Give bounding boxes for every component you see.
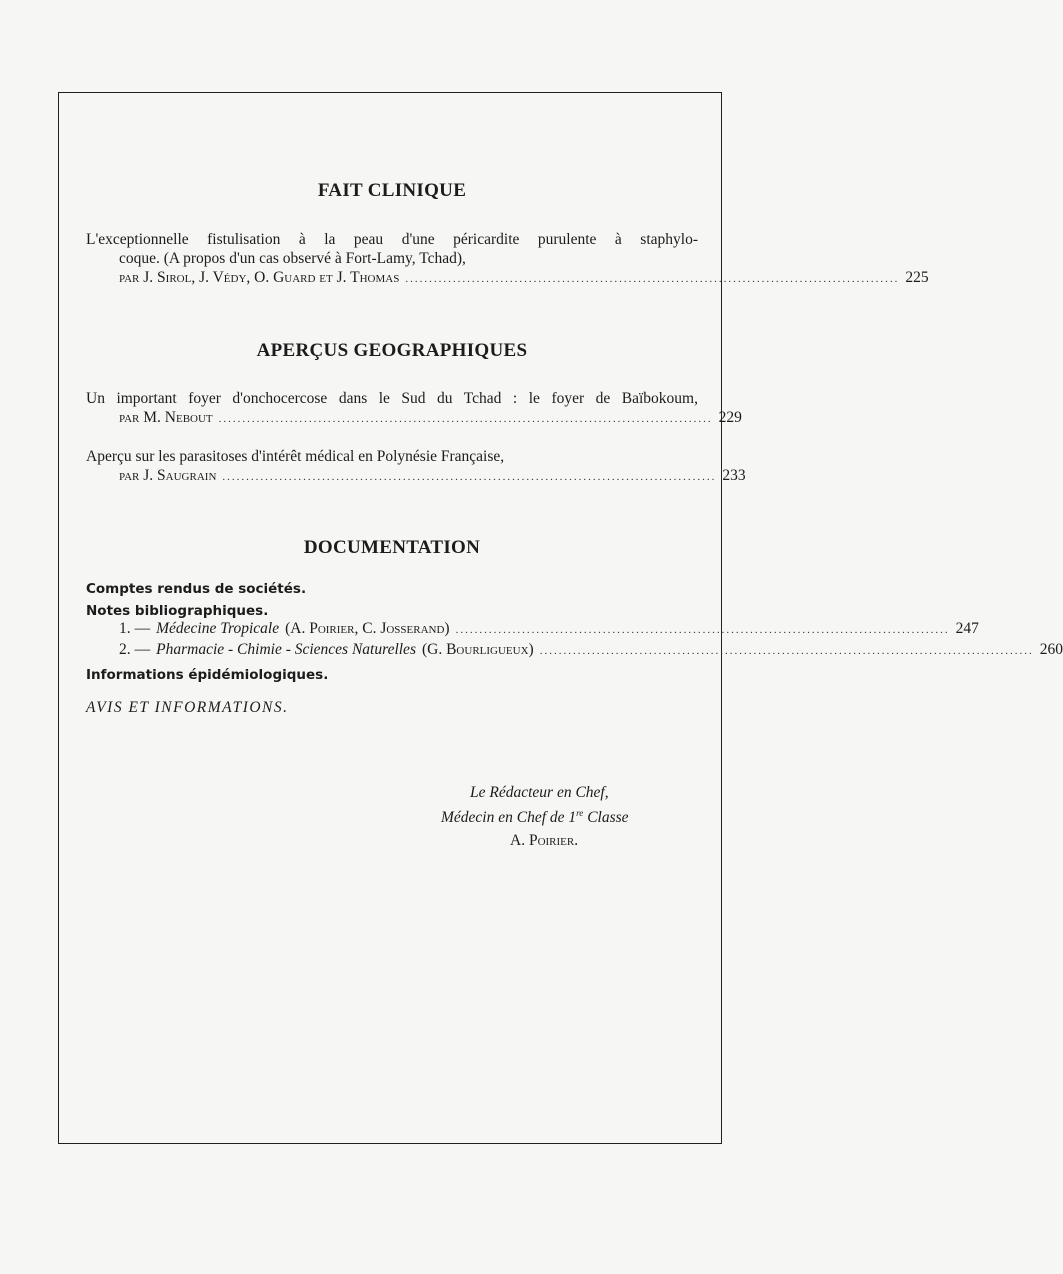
note-number: 1.: [119, 620, 131, 637]
note-authors: (G. Bourligueux): [421, 641, 534, 658]
section-title-fait-clinique: FAIT CLINIQUE: [317, 180, 467, 201]
entry-author-line: [86, 408, 742, 429]
note-authors: (A. Poirier, C. Josserand): [285, 620, 450, 637]
section-title-apercus: APERÇUS GEOGRAPHIQUES: [256, 340, 528, 361]
informations-heading: Informations épidémiologiques.: [86, 667, 329, 683]
page-number: 225: [905, 269, 929, 286]
note-dash: —: [134, 620, 151, 637]
leader-dots: ........................................................................................................: [539, 645, 1034, 657]
page-number: 260: [1039, 641, 1063, 658]
notes-bibliographiques-heading: Notes bibliographiques.: [86, 603, 269, 619]
leader-dots: ........................................................................................................: [218, 413, 713, 425]
page-number: 229: [718, 409, 742, 426]
toc-entry: [86, 230, 929, 289]
signature-line-1: Le Rédacteur en Chef,: [470, 784, 609, 801]
signature-title: Médecin en Chef de 1: [441, 809, 577, 827]
entry-title-line: coque. (A propos d'un cas observé à Fort-Lamy, Tchad),: [119, 250, 466, 267]
note-dash: —: [134, 641, 151, 658]
note-title: Médecine Tropicale: [156, 620, 280, 637]
leader-dots: ........................................................................................................: [222, 471, 717, 483]
entry-title-line: Un important foyer d'onchocercose dans le Sud du Tchad : le foyer de Baïbokoum,: [86, 390, 698, 407]
toc-entry: [86, 447, 746, 487]
leader-dots: ........................................................................................................: [455, 624, 950, 636]
page-number: 233: [722, 467, 746, 484]
toc-entry: [86, 389, 742, 429]
signature-superscript: re: [576, 808, 584, 818]
leader-dots: ........................................................................................................: [405, 273, 900, 285]
entry-author-line: [86, 466, 746, 487]
entry-authors: par J. Saugrain: [119, 467, 217, 484]
entry-title-line: Aperçu sur les parasitoses d'intérêt médical en Polynésie Française,: [86, 448, 505, 465]
page-number: 247: [955, 620, 979, 637]
note-title: Pharmacie - Chimie - Sciences Naturelles: [156, 641, 416, 658]
entry-authors: par J. Sirol, J. Védy, O. Guard et J. Thomas: [119, 269, 400, 286]
note-number: 2.: [119, 641, 131, 658]
entry-title-line: L'exceptionnelle fistulisation à la peau d'une péricardite purulente à staphylo-: [86, 231, 698, 248]
entry-authors: par M. Nebout: [119, 409, 213, 426]
signature-name: A. Poirier.: [510, 832, 579, 849]
signature-line-2: [441, 808, 629, 827]
note-entry: [86, 619, 979, 640]
table-of-contents: [86, 180, 1063, 717]
avis-informations: AVIS ET INFORMATIONS.: [86, 699, 289, 716]
comptes-rendus-heading: Comptes rendus de sociétés.: [86, 581, 307, 597]
section-title-documentation: DOCUMENTATION: [303, 537, 481, 558]
signature-class: Classe: [583, 809, 629, 827]
note-entry: [86, 640, 1063, 661]
entry-author-line: [86, 268, 929, 289]
